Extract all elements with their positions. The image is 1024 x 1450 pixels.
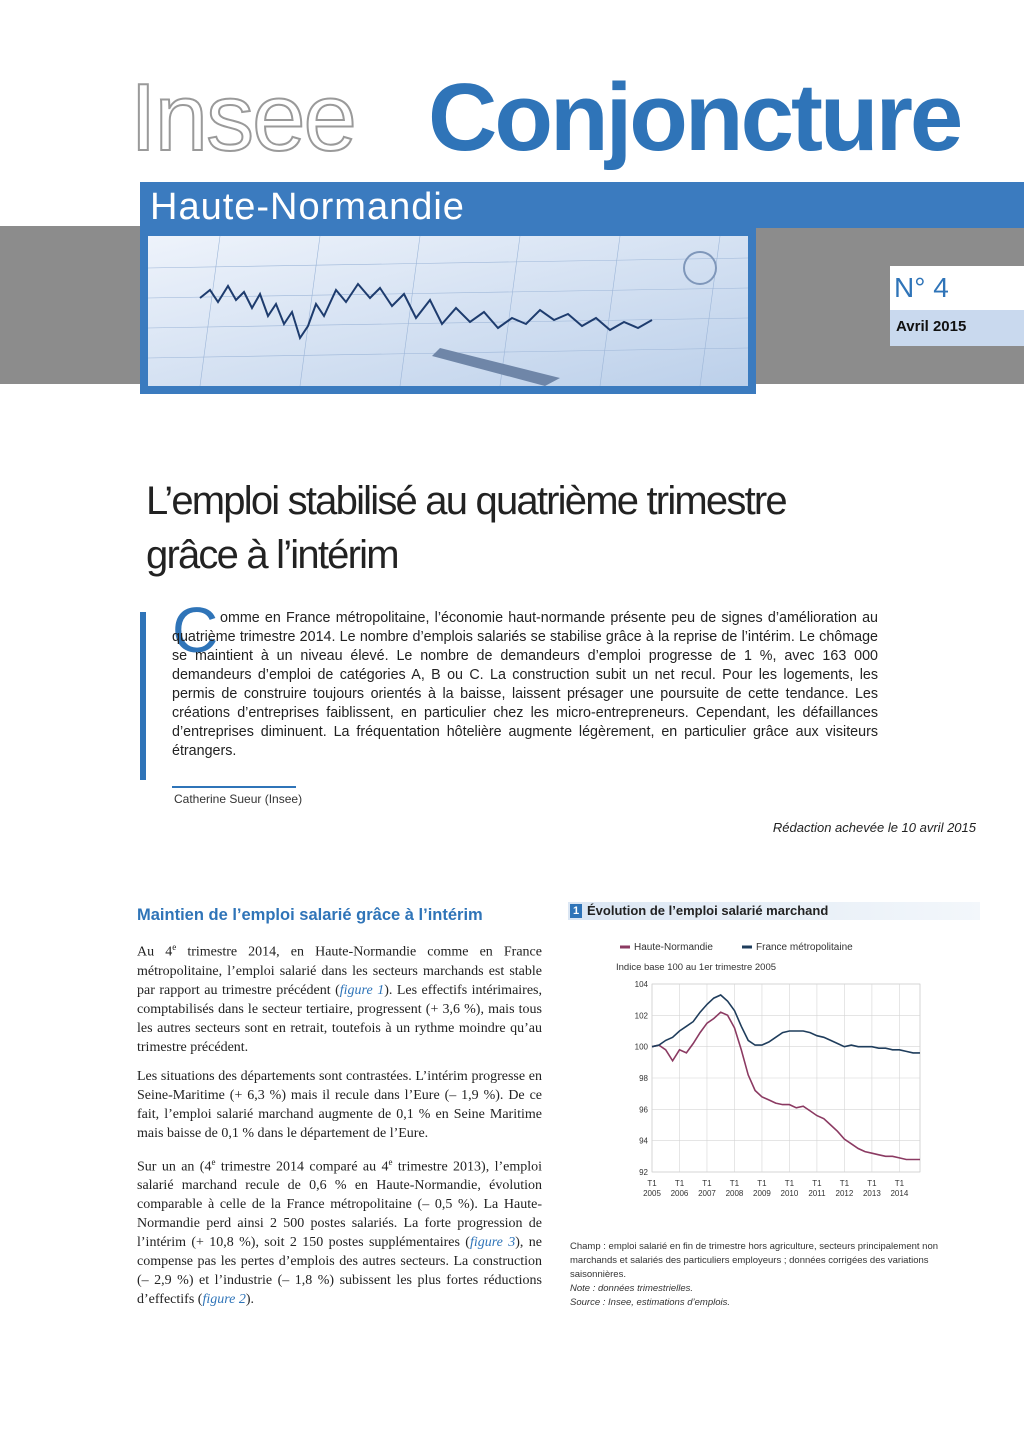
stock-chart-photo [140,228,756,394]
header-photo [140,228,756,394]
x-tick-label-year: 2011 [808,1189,826,1198]
x-tick-label-year: 2013 [862,1189,881,1198]
y-tick-label: 96 [639,1105,648,1115]
y-tick-label: 94 [639,1136,648,1146]
body-paragraph-3: Sur un an (4e trimestre 2014 comparé au 4e trimestre 2013), l’emploi salarié marchand recule de 0,6 % en Haute-Normandie, évolution comparable à celle de la France métropolitaine (– 0,5 %). La Haute-Normandie perd ainsi 2 500 postes salariés. La forte progression de l’intérim (+ 10,8 %), soit 2 150 postes supplémentaires (figure 3), ne compense pas les pertes d’emplois des autres secteurs. La construction (– 2,9 %) et l’industrie (– 1,8 %) subissent les plus fortes réductions d’effectifs (figure 2). [137,1156,543,1308]
figure-title: Évolution de l’emploi salarié marchand [587,903,829,918]
note-source: Source : Insee, estimations d’emplois. [570,1297,730,1308]
x-tick-label-quarter: T1 [839,1179,850,1188]
body-paragraph-1: Au 4e trimestre 2014, en Haute-Normandie comme en France métropolitaine, l’emploi salarié dans les secteurs marchands est stable par rapport au trimestre précédent (figure 1). Les effectifs intérimaires, comptabilisés dans le secteur tertiaire, progressent (+ 3,6 %), mais tous les autres secteurs sont en retrait, toutefois à un rythme moindre qu’au trimestre précédent. [137,942,543,1055]
figure-2-link[interactable]: figure 2 [202,1292,246,1308]
figure-number: 1 [570,904,582,918]
x-tick-label-year: 2009 [753,1189,771,1198]
x-tick-label-quarter: T1 [894,1179,905,1188]
x-tick-label-quarter: T1 [702,1179,712,1188]
y-axis-label: Indice base 100 au 1er trimestre 2005 [616,962,777,973]
x-tick-label-year: 2010 [780,1189,799,1198]
figure-3-link[interactable]: figure 3 [469,1235,516,1251]
x-tick-label-quarter: T1 [674,1179,685,1188]
y-tick-label: 98 [639,1074,648,1083]
x-tick-label-quarter: T1 [784,1179,795,1188]
author: Catherine Sueur (Insee) [174,792,303,806]
note-champ: Champ : emploi salarié en fin de trimestre hors agriculture, secteurs principalement non marchands et salariés des particuliers employeurs ; données corrigées des variations saisonnières. [570,1241,939,1280]
figure-1-link[interactable]: figure 1 [339,982,385,998]
x-tick-label-quarter: T1 [729,1179,740,1188]
legend-label-0: Haute-Normandie [634,942,713,953]
intro-paragraph: omme en France métropolitaine, l’économie haut-normande présente peu de signes d’amélioration au quatrième trimestre 2014. Le nombre d’emplois salariés se stabilise grâce à la reprise de l’intérim. Le chômage se maintient à un niveau élevé. Le nombre de demandeurs d’emploi progresse de 1 %, avec 163 000 demandeurs d’emploi de catégories A, B ou C. La construction subit un net recul. Pour les logements, les permis de construire toujours orientés à la baisse, laissent présager une poursuite de cette tendance. Les créations d’entreprises faiblissent, en particulier chez les micro-entrepreneurs. Cependant, les défaillances d’entreprises diminuent. La fréquentation hôtelière augmente légèrement, en particulier grâce aux visiteurs étrangers. [172,610,878,759]
x-tick-label-year: 2008 [725,1189,744,1198]
series-line-0 [652,1012,920,1159]
y-tick-label: 102 [634,1011,648,1021]
region-name: Haute-Normandie [150,186,465,228]
issue-number: N° 4 [894,272,949,303]
chart-svg [600,934,960,1224]
x-tick-label-quarter: T1 [867,1179,877,1188]
headline: L’emploi stabilisé au quatrième trimestre grâce à l’intérim [146,479,786,577]
issue-box [890,266,1024,384]
body-column [137,938,542,1319]
dropcap: C [172,594,219,666]
note-note: Note : données trimestrielles. [570,1283,694,1294]
body-paragraph-2: Les situations des départements sont contrastées. L’intérim progresse en Seine-Maritime (+ 6,3 %) mais il recule dans l’Eure (– 1,9 %). De ce fait, l’emploi salarié marchand augmente de 0,1 % en Seine Maritime mais baisse de 0,1 % dans le département de l’Eure. [137,1068,542,1141]
x-tick-label-quarter: T1 [812,1179,822,1188]
issue-date: Avril 2015 [896,318,967,335]
x-tick-label-year: 2007 [698,1189,716,1198]
y-tick-label: 100 [634,1042,648,1052]
y-tick-label: 104 [634,980,648,989]
x-tick-label-year: 2005 [643,1189,661,1198]
x-tick-label-quarter: T1 [647,1179,657,1188]
chart-legend [620,942,853,953]
x-tick-label-year: 2006 [670,1189,689,1198]
x-tick-label-quarter: T1 [757,1179,767,1188]
brand-insee: Insee [130,64,355,171]
author-rule [172,786,296,788]
redaction-date: Rédaction achevée le 10 avril 2015 [772,820,976,835]
legend-label-1: France métropolitaine [756,942,853,953]
x-tick-label-year: 2012 [835,1189,854,1198]
brand-conjoncture: Conjoncture [428,64,961,171]
x-tick-label-year: 2014 [890,1189,909,1198]
intro-accent-bar [140,612,146,780]
figure-notes [570,1240,970,1310]
employment-chart [600,934,960,1224]
y-tick-label: 92 [639,1168,648,1177]
section-title: Maintien de l’emploi salarié grâce à l’intérim [137,906,483,924]
